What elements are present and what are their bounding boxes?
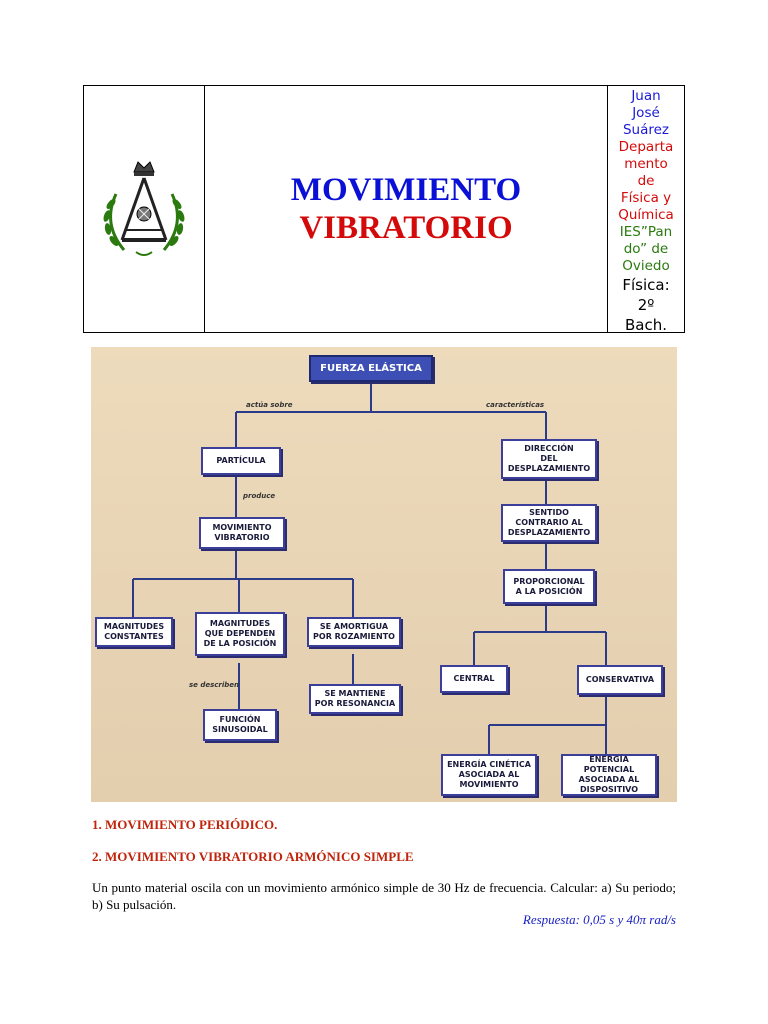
node-magnitudes-posicion	[195, 612, 285, 656]
node-label: DIRECCIÓN	[524, 444, 574, 453]
info-cell	[608, 86, 684, 332]
edge-label-features: características	[486, 401, 545, 409]
problem-text: Un punto material oscila con un movimiento armónico simple de 30 Hz de frecuencia. Calcular: a) Su periodo; b) Su pulsación.	[92, 880, 676, 912]
node-particula	[201, 447, 281, 475]
node-direccion	[501, 439, 597, 479]
node-proporcional	[503, 569, 595, 604]
title-cell	[205, 86, 608, 332]
node-label: SE MANTIENE	[324, 689, 386, 698]
node-label: DISPOSITIVO	[579, 785, 639, 794]
node-conservativa	[577, 665, 663, 695]
department-line: Departa	[618, 139, 674, 155]
node-funcion-sinusoidal	[203, 709, 277, 741]
node-energia-potencial	[561, 754, 657, 796]
section-heading-1: 1. MOVIMIENTO PERIÓDICO.	[92, 817, 278, 832]
node-central	[440, 665, 508, 693]
author-line: Juan	[631, 88, 661, 104]
course-line: Bach.	[624, 316, 667, 334]
node-label: PARTÍCULA	[216, 456, 266, 465]
problem-answer: Respuesta: 0,05 s y 40π rad/s	[522, 912, 676, 927]
edge-label-acts-on: actúa sobre	[246, 401, 293, 409]
node-label: VIBRATORIO	[214, 533, 270, 542]
school-line: do” de	[623, 241, 669, 257]
node-label: PROPORCIONAL	[513, 576, 585, 586]
node-label: DEL	[540, 454, 558, 463]
node-label: DESPLAZAMIENTO	[507, 464, 591, 473]
node-label: FUNCIÓN	[219, 715, 261, 724]
node-amortigua	[307, 617, 401, 647]
node-label: SE AMORTIGUA	[319, 622, 389, 631]
node-label: ENERGÍA CINÉTICA	[447, 760, 531, 769]
node-label: FUERZA ELÁSTICA	[320, 362, 422, 374]
node-label: MAGNITUDES	[103, 622, 165, 631]
node-sentido-contrario	[501, 504, 597, 542]
header-table	[83, 85, 685, 333]
department-line: Química	[618, 207, 674, 223]
node-magnitudes-constantes	[95, 617, 173, 647]
department-line: mento	[624, 156, 668, 172]
node-energia-cinetica	[441, 754, 537, 796]
node-label: DESPLAZAMIENTO	[507, 528, 591, 537]
title-line-1: MOVIMIENTO	[290, 172, 522, 208]
node-label: ASOCIADA AL	[458, 770, 520, 779]
section-heading-2: 2. MOVIMIENTO VIBRATORIO ARMÓNICO SIMPLE	[92, 849, 414, 864]
node-label: CENTRAL	[453, 674, 495, 683]
node-label: CONSERVATIVA	[585, 675, 655, 684]
school-line: Oviedo	[622, 258, 670, 274]
concept-map	[91, 347, 677, 802]
node-label: MAGNITUDES	[209, 619, 271, 628]
author-line: José	[632, 105, 660, 121]
title-line-2: VIBRATORIO	[299, 210, 513, 246]
node-label: POR ROZAMIENTO	[313, 632, 395, 641]
node-label: SINUSOIDAL	[212, 725, 268, 734]
node-label: MOVIMIENTO	[459, 780, 519, 789]
department-line: de	[637, 173, 655, 189]
node-fuerza-elastica	[309, 355, 433, 382]
course-line: Física:	[622, 276, 670, 294]
edge-label-produces: produce	[243, 492, 276, 500]
department-line: Física y	[620, 190, 672, 206]
school-line: IES”Pan	[619, 224, 673, 240]
node-movimiento-vibratorio	[199, 517, 285, 549]
node-label: A LA POSICIÓN	[515, 586, 583, 596]
school-emblem-icon	[96, 154, 192, 264]
node-label: POR RESONANCIA	[314, 699, 396, 708]
node-label: QUE DEPENDEN	[204, 629, 276, 638]
node-label: ASOCIADA AL	[578, 775, 640, 784]
logo-cell	[84, 86, 205, 332]
node-label: ENERGÍA POTENCIAL	[583, 755, 635, 774]
edge-label-described: se describen	[189, 681, 240, 689]
author-line: Suárez	[622, 122, 670, 138]
node-label: SENTIDO	[529, 508, 569, 517]
node-label: MOVIMIENTO	[212, 523, 272, 532]
node-label: CONSTANTES	[104, 632, 164, 641]
node-label: DE LA POSICIÓN	[203, 639, 277, 648]
node-label: CONTRARIO AL	[515, 518, 583, 527]
node-resonancia	[309, 684, 401, 714]
course-line: 2º	[637, 296, 655, 314]
